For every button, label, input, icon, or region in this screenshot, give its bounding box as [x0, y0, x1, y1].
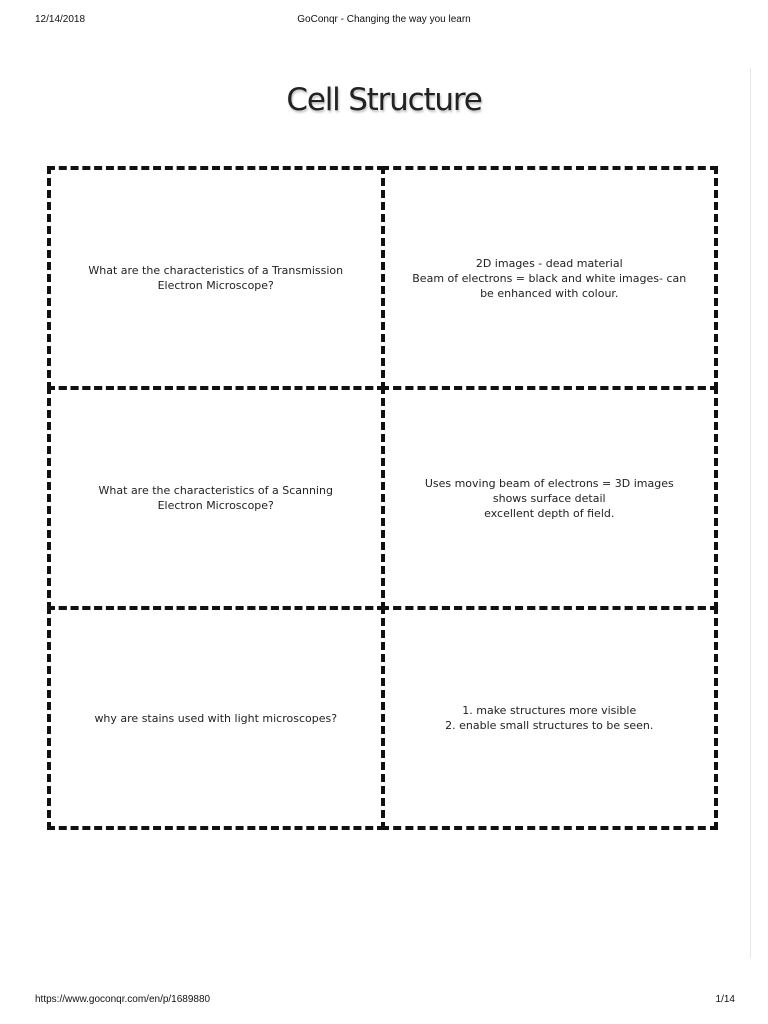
page-number: 1/14	[715, 994, 735, 1005]
answer-line: Uses moving beam of electrons = 3D images	[424, 476, 674, 490]
print-footer	[0, 994, 768, 1012]
question-text: What are the characteristics of a Scanning Electron Microscope?	[98, 484, 333, 512]
answer-line: 2D images - dead material	[475, 256, 623, 270]
answer-line: Beam of electrons = black and white images- can be enhanced with colour.	[412, 271, 687, 300]
answer-text	[425, 476, 674, 521]
flashcard-answer	[381, 386, 719, 610]
page-url[interactable]: https://www.goconqr.com/en/p/1689880	[35, 994, 211, 1005]
question-text: why are stains used with light microscopes?	[94, 711, 338, 725]
flashcard-answer	[381, 166, 719, 390]
flashcard-question	[47, 166, 385, 390]
flashcard-question	[47, 606, 385, 830]
print-header	[0, 14, 768, 34]
page-title: Cell Structure	[286, 82, 482, 118]
flashcard-grid	[49, 168, 716, 828]
answer-line: 1. make structures more visible	[462, 704, 637, 717]
answer-line: 2. enable small structures to be seen.	[445, 719, 654, 732]
site-title: GoConqr - Changing the way you learn	[297, 14, 471, 25]
answer-line: excellent depth of field.	[484, 506, 615, 520]
answer-text	[445, 703, 653, 733]
question-text: What are the characteristics of a Transmission Electron Microscope?	[88, 264, 344, 292]
answer-line: shows surface detail	[492, 491, 606, 505]
print-date: 12/14/2018	[35, 14, 86, 25]
page-edge-divider	[750, 68, 751, 958]
answer-text	[411, 256, 689, 301]
flashcard-answer	[381, 606, 719, 830]
flashcard-question	[47, 386, 385, 610]
